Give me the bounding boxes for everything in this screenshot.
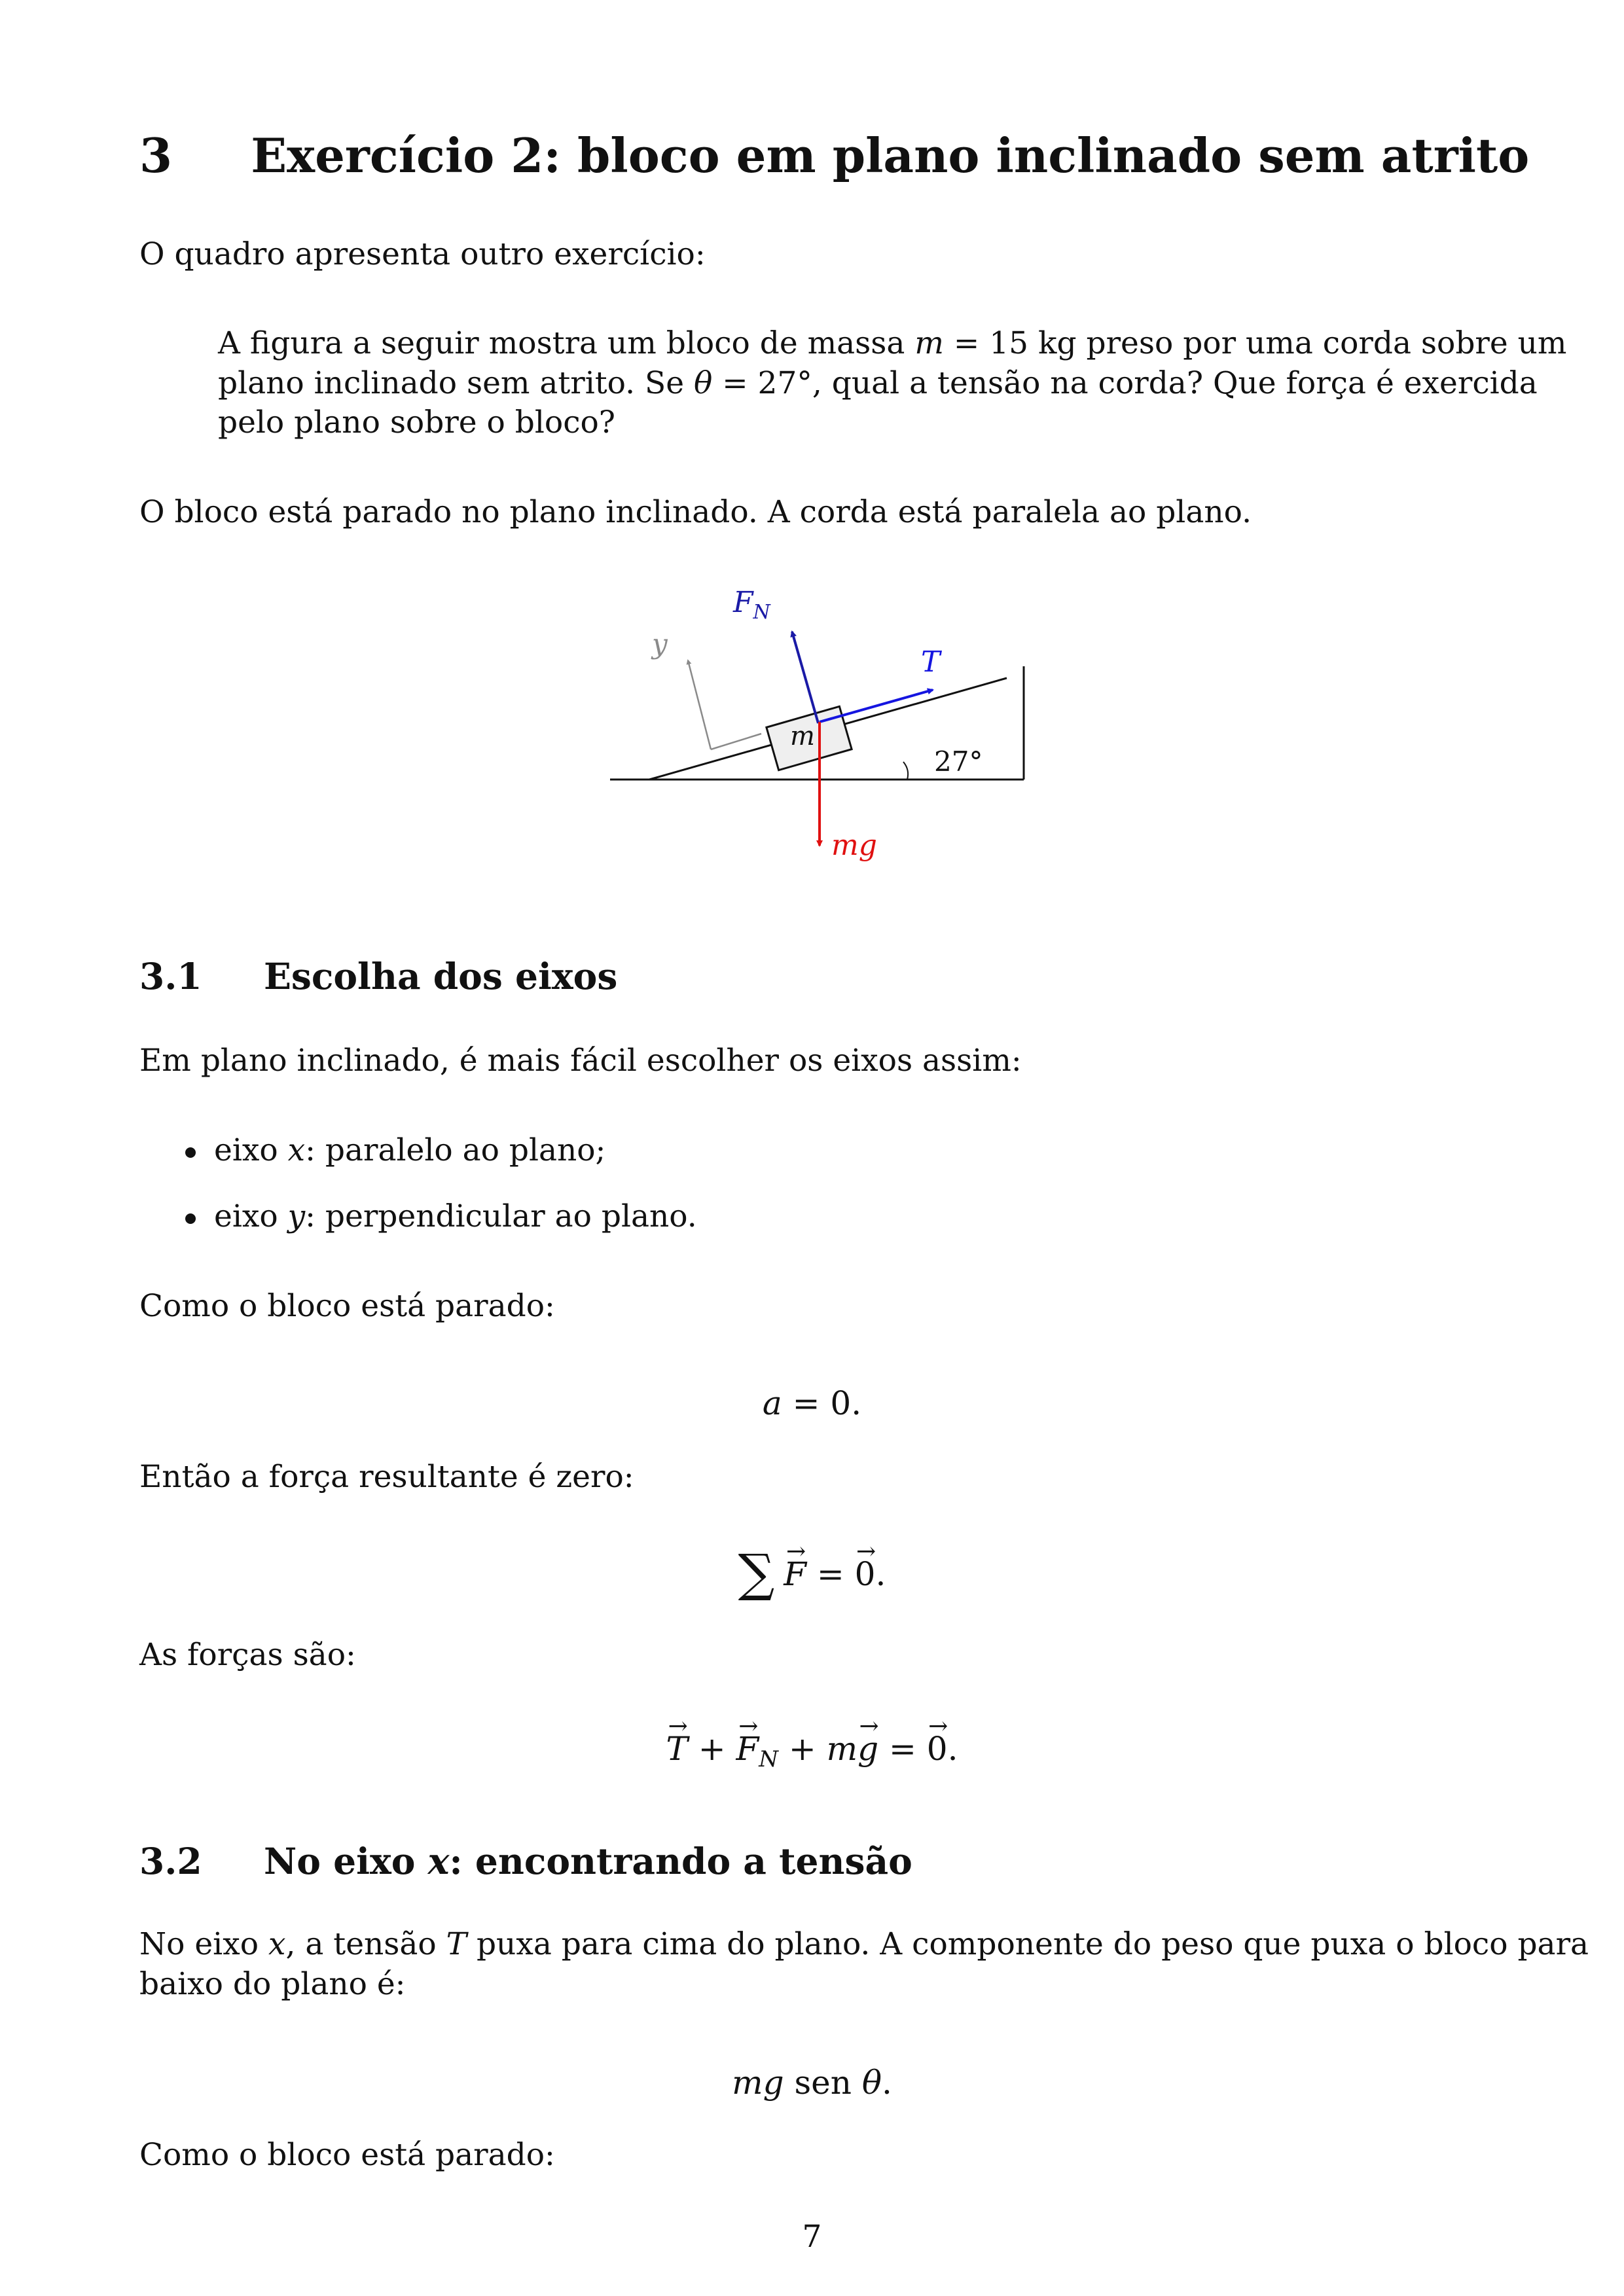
bullet-text: : paralelo ao plano; <box>305 1132 606 1168</box>
x-axis <box>711 734 761 749</box>
eq-text: sen <box>784 2064 862 2102</box>
paragraph-x-line-2: baixo do plano é: <box>139 1966 406 2002</box>
m-var: m <box>826 1730 858 1768</box>
y-axis <box>688 660 711 749</box>
eq-text: + <box>687 1730 736 1768</box>
a-var: a <box>762 1384 782 1422</box>
rest-text: Como o bloco está parado: <box>139 2137 555 2173</box>
list-item <box>185 1196 697 1236</box>
bullet-text: eixo <box>214 1132 288 1168</box>
y-var: y <box>287 1198 306 1234</box>
quote-text: = 27°, qual a tensão na corda? Que força é exercida <box>712 365 1538 401</box>
quote-line-2 <box>218 363 1538 403</box>
statement-text: O bloco está parado no plano inclinado. A corda está paralela ao plano. <box>139 494 1252 530</box>
result-text: Então a força resultante é zero: <box>139 1459 634 1495</box>
equation-acceleration <box>0 1382 1624 1424</box>
bullet-text: eixo <box>214 1198 288 1234</box>
quote-text: plano inclinado sem atrito. Se <box>218 365 694 401</box>
theta-var: θ <box>861 2064 882 2102</box>
gravity-vector: → g <box>857 1728 878 1770</box>
subsection-number: 3.1 <box>139 955 202 997</box>
mg-var: mg <box>732 2064 784 2102</box>
subsection-title: No eixo <box>264 1840 428 1882</box>
y-axis-label: y <box>652 628 668 660</box>
subsection-heading-2 <box>139 1840 912 1882</box>
equation-sum-forces <box>0 1544 1624 1603</box>
eq-text: = <box>878 1730 927 1768</box>
zero-vector: → 0 <box>855 1553 876 1595</box>
quote-line-1 <box>218 323 1567 363</box>
paragraph-x-line-1 <box>139 1924 1589 1964</box>
inclined-plane-figure <box>589 576 1047 877</box>
theta-var: θ <box>694 365 713 401</box>
bullet-text: : perpendicular ao plano. <box>305 1198 697 1234</box>
x-var: x <box>287 1132 306 1168</box>
zero-vector: → 0 <box>927 1728 948 1770</box>
subsection-number: 3.2 <box>139 1840 202 1882</box>
x-var: x <box>427 1840 450 1882</box>
mass-var: m <box>914 325 944 361</box>
section-title: Exercício 2: bloco em plano inclinado sem atrito <box>251 128 1530 183</box>
angle-arc <box>903 762 908 780</box>
force-vector: → F <box>784 1553 806 1595</box>
quote-text: = 15 kg preso por uma corda sobre um <box>943 325 1567 361</box>
forces-text: As forças são: <box>139 1637 356 1673</box>
normal-vector <box>736 1728 759 1770</box>
normal-force-arrow <box>792 632 818 723</box>
para-text: No eixo <box>139 1926 268 1962</box>
quote-line-3: pelo plano sobre o bloco? <box>218 404 616 440</box>
intro-text: O quadro apresenta outro exercício: <box>139 236 706 272</box>
normal-force-label: $F_N$ <box>733 586 770 624</box>
normal-subscript: N <box>759 1746 778 1772</box>
angle-label: 27° <box>934 745 983 778</box>
para-text: , a tensão <box>285 1926 446 1962</box>
eq-text: = <box>806 1555 855 1593</box>
para-text: puxa para cima do plano. A componente do peso que puxa o bloco para <box>467 1926 1589 1962</box>
tension-label: T <box>921 645 941 679</box>
equation-weight-component <box>0 2062 1624 2104</box>
sum-symbol: ∑ <box>738 1544 775 1603</box>
eq-text: . <box>947 1730 958 1768</box>
t-var: T <box>446 1926 467 1962</box>
subsection-title: Escolha dos eixos <box>264 955 618 997</box>
subsection-heading-1 <box>139 956 617 997</box>
list-item <box>185 1130 605 1170</box>
eq-text: = 0. <box>782 1384 862 1422</box>
quote-text: A figura a seguir mostra um bloco de massa <box>218 325 915 361</box>
section-number: 3 <box>139 128 173 183</box>
equation-forces <box>0 1728 1624 1780</box>
bullet-icon <box>185 1147 196 1158</box>
section-heading <box>139 130 1529 182</box>
subsection-title: : encontrando a tensão <box>449 1840 912 1882</box>
x-var: x <box>268 1926 286 1962</box>
axes-intro-text: Em plano inclinado, é mais fácil escolher os eixos assim: <box>139 1043 1022 1079</box>
eq-text: + <box>778 1730 827 1768</box>
rest-text: Como o bloco está parado: <box>139 1288 555 1324</box>
page-number: 7 <box>802 2219 822 2255</box>
f-var: F <box>736 1730 759 1768</box>
tension-vector: → T <box>666 1728 687 1770</box>
weight-label: mg <box>831 829 877 862</box>
eq-text: . <box>881 2064 892 2102</box>
tension-arrow <box>820 690 933 722</box>
block-label: m <box>790 721 815 751</box>
bullet-icon <box>185 1213 196 1224</box>
eq-text: . <box>875 1555 886 1593</box>
